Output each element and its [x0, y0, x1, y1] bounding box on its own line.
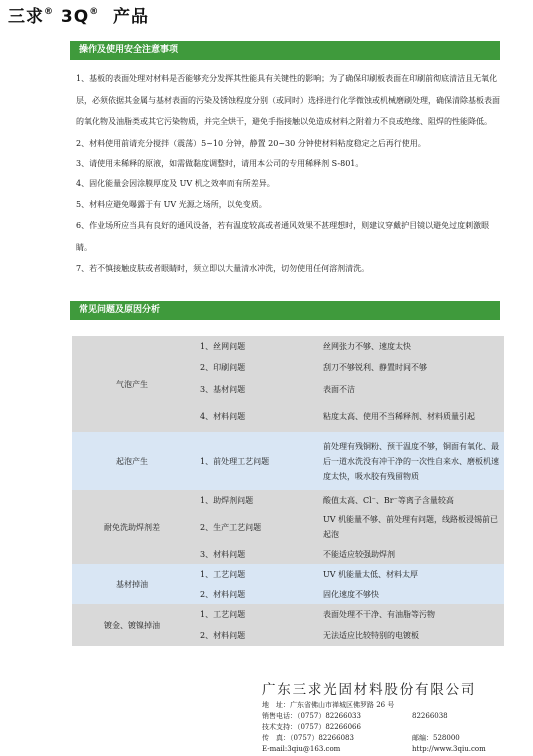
support-phone: 技术支持：（0757）82266066 — [262, 723, 361, 731]
note-item: 3、请使用未稀释的原液，如需做黏度调整时，请用本公司的专用稀释剂 S-801。 — [76, 158, 364, 168]
issue-cell: 1、工艺问题 — [192, 604, 317, 624]
safety-notes-list — [76, 68, 504, 279]
company-footer — [262, 678, 522, 755]
issue-cell: 1、助焊剂问题 — [192, 490, 317, 510]
contact-web: E-mail:3qiu@163.com http://www.3qiu.com — [262, 745, 486, 753]
reason-cell: 刮刀不够锐利、静置时间不够 — [317, 356, 504, 378]
issue-cell: 4、材料问题 — [192, 400, 317, 432]
sales-phone: 销售电话：（0757）82266033 82266038 — [262, 712, 448, 720]
reason-cell: UV 机能量太低、材料太厚 — [317, 564, 504, 584]
reason-cell: 表面不洁 — [317, 378, 504, 400]
issue-cell: 3、材料问题 — [192, 544, 317, 564]
issue-cell: 3、基材问题 — [192, 378, 317, 400]
reason-cell: 不能适应较强助焊剂 — [317, 544, 504, 564]
reason-cell: UV 机能量不够、前处理有问题，线路板浸锡前已起泡 — [317, 510, 504, 544]
company-name: 广东三求光固材料股份有限公司 — [262, 682, 477, 698]
note-item: 4、固化能量会因涂膜厚度及 UV 机之效率而有所差异。 — [76, 179, 275, 189]
note-item: 7、若不慎接触皮肤或者眼睛时，须立即以大量清水冲洗，切勿使用任何溶剂清洗。 — [76, 263, 370, 273]
faq-table — [72, 336, 504, 646]
issue-cell: 1、工艺问题 — [192, 564, 317, 584]
address: 地 址：广东省佛山市禅城区佛罗路 26 号 — [262, 701, 395, 709]
table-row — [72, 564, 504, 584]
category-cell: 基材掉油 — [72, 564, 192, 604]
reason-cell: 固化速度不够快 — [317, 584, 504, 604]
category-cell: 起泡产生 — [72, 432, 192, 490]
note-item: 2、材料使用前请充分搅拌（震荡）5~10 分钟，静置 20~30 分钟使材料粘度稳定之后再行使用。 — [76, 138, 426, 148]
reason-cell: 丝网张力不够、速度太快 — [317, 336, 504, 356]
note-item: 5、材料应避免曝露于有 UV 光源之场所，以免变质。 — [76, 199, 267, 209]
table-row — [72, 490, 504, 510]
note-item: 6、作业场所应当具有良好的通风设备，若有温度较高或者通风效果不甚理想时，则建议穿戴护目镜以避免过度刺激眼睛。 — [76, 220, 490, 252]
reason-cell: 表面处理不干净、有油脂等污物 — [317, 604, 504, 624]
table-row — [72, 432, 504, 490]
issue-cell: 2、生产工艺问题 — [192, 510, 317, 544]
reason-cell: 酸值太高、Cl⁻、Br⁻等离子含量较高 — [317, 490, 504, 510]
issue-cell: 1、丝网问题 — [192, 336, 317, 356]
note-item: 1、基板的表面处理对材料是否能够充分发挥其性能具有关键性的影响；为了确保印刷板表面在印刷前彻底清洁且无氧化层，必须依据其金属与基材表面的污染及锈蚀程度分别（或同时）选择进行化学微蚀或机械磨刷处理，确保清除基板表面的氧化物及油脂类或其它污染物质，并完全烘干，避免手指接触以免造成材料之附着力不良或绝缘、阻焊的性能降低。 — [76, 74, 500, 127]
page-title: 三求® 3Q® 产品 — [8, 7, 150, 27]
reason-cell: 粘度太高、使用不当稀释剂、材料质量引起 — [317, 400, 504, 432]
section-header-faq: 常见问题及原因分析 — [70, 301, 500, 320]
category-cell: 耐免洗助焊剂差 — [72, 490, 192, 564]
reason-cell: 无法适应比较特别的电镀板 — [317, 624, 504, 646]
table-row — [72, 336, 504, 356]
category-cell: 镀金、镀镍掉油 — [72, 604, 192, 646]
table-row — [72, 604, 504, 624]
reason-cell: 前处理有残铜粉、预干温度不够，铜面有氧化、最后一道水洗没有冲干净的一次性自来水、磨板机速度太快，吸水胶有残留物质 — [317, 432, 504, 490]
issue-cell: 1、前处理工艺问题 — [192, 432, 317, 490]
issue-cell: 2、材料问题 — [192, 624, 317, 646]
issue-cell: 2、材料问题 — [192, 584, 317, 604]
fax: 传 真：（0757）82266083 邮编：528000 — [262, 734, 460, 742]
issue-cell: 2、印刷问题 — [192, 356, 317, 378]
section-header-safety: 操作及使用安全注意事项 — [70, 41, 500, 60]
category-cell: 气泡产生 — [72, 336, 192, 432]
